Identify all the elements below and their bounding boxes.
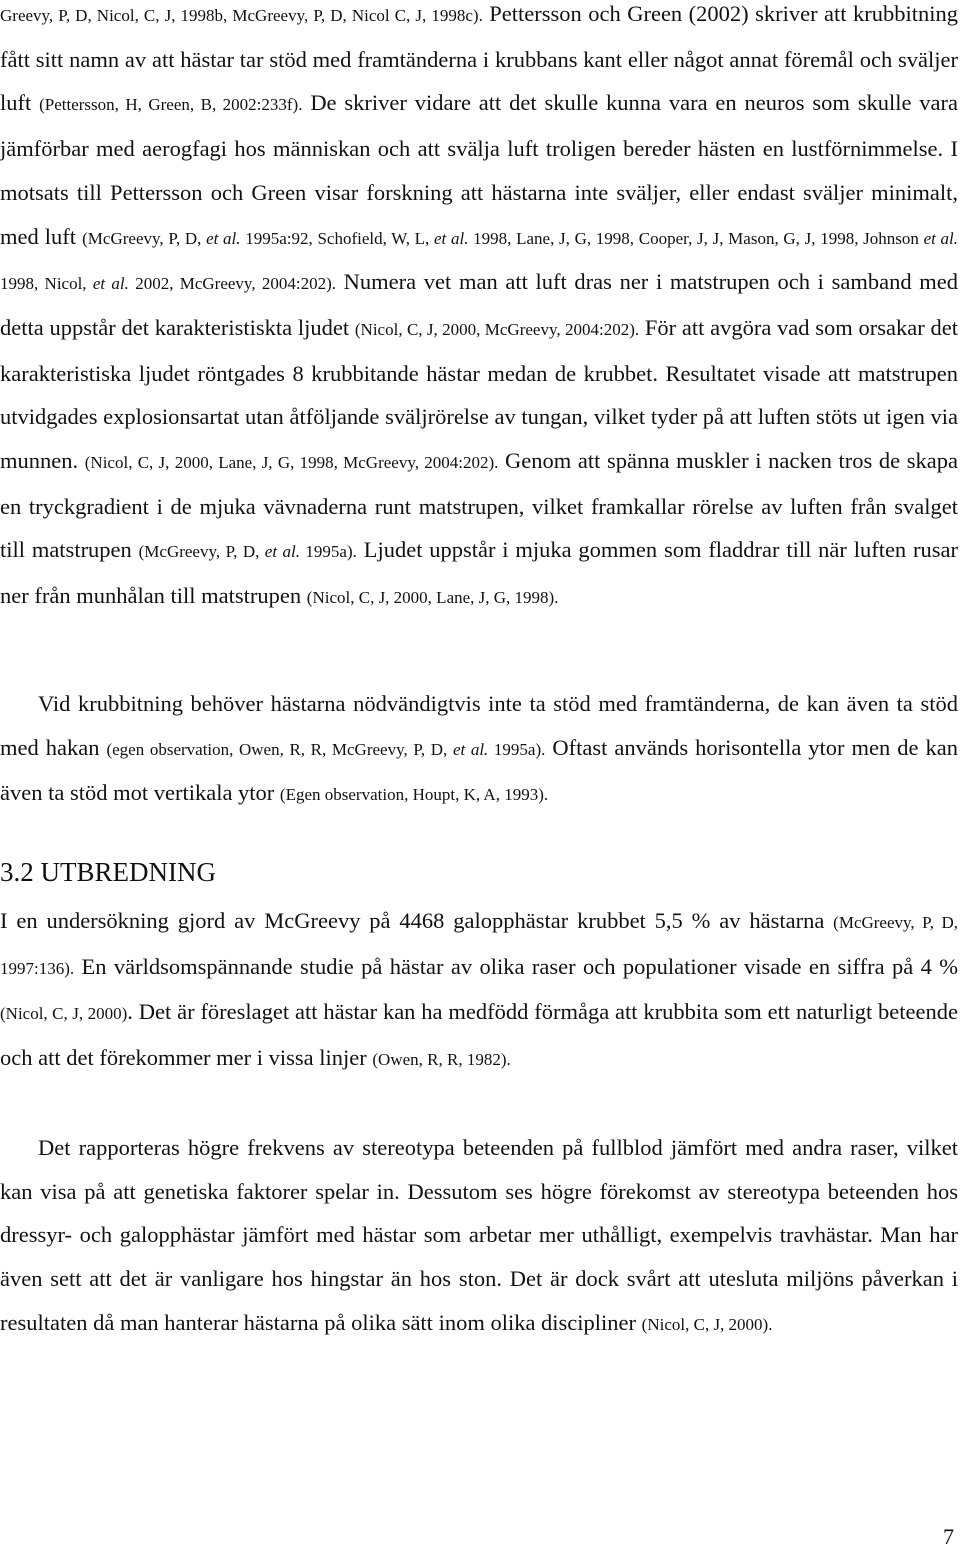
body-text: Numera vet man att luft dras ner i matstrupen och i samband med detta uppstår det karakteristiskta ljudet	[0, 269, 958, 340]
citation: (Egen observation, Houpt, K, A, 1993).	[279, 785, 549, 805]
citation-et-al: et al.	[452, 739, 489, 759]
citation: (McGreevy, P, D, 1997:136).	[0, 913, 958, 978]
citation: (McGreevy, P, D,	[138, 542, 265, 562]
paragraph-crib-biting-mechanism	[0, 0, 958, 620]
citation-et-al: et al.	[206, 228, 241, 248]
citation: (McGreevy, P, D,	[82, 228, 207, 248]
body-text: Pettersson och Green (2002) skriver att krubbitning fått sitt namn av att hästar tar stöd med framtänderna i krubbans kant eller något annat föremål och sväljer luft	[0, 1, 958, 116]
page-number: 7	[943, 1524, 954, 1549]
body-text: De skriver vidare att det skulle kunna vara en neuros som skulle vara jämförbar med aerogfagi hos människan och att svälja luft troligen bereder hästen en lustförnimmelse. I motsats till Pettersson och Green visar forskning att hästarna inte sväljer, eller endast sväljer minimalt, med luft	[0, 90, 958, 249]
body-text: Vid krubbitning behöver hästarna nödvändigtvis inte ta stöd med framtänderna, de kan även ta stöd med hakan	[0, 691, 958, 760]
citation: (Nicol, C, J, 2000).	[641, 1314, 773, 1334]
citation: (Pettersson, H, Green, B, 2002:233f).	[39, 95, 303, 115]
body-text: . Det är föreslaget att hästar kan ha medfödd förmåga att krubbita som ett naturligt beteende och att det förekommer mer i vissa linjer	[0, 999, 959, 1071]
citation-et-al: et al.	[923, 228, 959, 248]
citation: (Nicol, C, J, 2000)	[0, 1004, 128, 1024]
body-text: Oftast används horisontella ytor men de kan även ta stöd mot vertikala ytor	[0, 734, 958, 806]
citation: 1998, Lane, J, G, 1998, Cooper, J, J, Mason, G, J, 1998, Johnson	[468, 228, 924, 248]
paragraph-prevalence	[0, 899, 958, 1082]
body-text: För att avgöra vad som orsakar det karakteristiska ljudet röntgades 8 krubbitande hästar medan de krubbet. Resultatet visade att matstrupen utvidgades explosionsartat utan åtföljande sväljrörelse av tungan, vilket tyder på att luften stöts ut igen via munnen.	[0, 314, 958, 474]
body-text: Genom att spänna muskler i nacken tros de skapa en tryckgradient i de mjuka vävnaderna runt matstrupen, vilket framkallar rörelse av luften från svalget till matstrupen	[0, 448, 958, 563]
citation: 2002, McGreevy, 2004:202).	[128, 274, 336, 294]
paragraph-support-surfaces	[0, 682, 958, 817]
citation-et-al: et al.	[92, 274, 129, 294]
citation: (egen observation, Owen, R, R, McGreevy, P, D,	[106, 739, 453, 759]
body-text: Ljudet uppstår i mjuka gommen som fladdrar till när luften rusar ner från munhålan till matstrupen	[0, 537, 958, 609]
paragraph-breed-differences	[0, 1126, 958, 1347]
body-text: I en undersökning gjord av McGreevy på 4468 galopphästar krubbet 5,5 % av hästarna	[0, 908, 834, 933]
citation: Greevy, P, D, Nicol, C, J, 1998b, McGreevy, P, D, Nicol C, J, 1998c).	[0, 6, 483, 25]
body-text: En världsomspännande studie på hästar av olika raser och populationer visade en siffra på 4 %	[74, 953, 958, 979]
body-text: Det rapporteras högre frekvens av stereotypa beteenden på fullblod jämfört med andra raser, vilket kan visa på att genetiska faktorer spelar in. Dessutom ses högre förekomst av stereotypa beteenden hos dressyr- och galopphästar jämfört med hästar som arbetar mer uthålligt, exempelvis travhästar. Man har även sett att det är vanligare hos hingstar än hos ston. Det är dock svårt att utesluta miljöns påverkan i resultaten då man hanterar hästarna på olika sätt inom olika discipliner	[0, 1135, 958, 1335]
citation: 1995a).	[488, 739, 546, 759]
citation-et-al: et al.	[264, 542, 300, 562]
citation: 1995a).	[299, 542, 357, 562]
citation: 1998, Nicol,	[0, 274, 93, 294]
citation: (Nicol, C, J, 2000, Lane, J, G, 1998, McGreevy, 2004:202).	[84, 453, 499, 473]
citation: (Owen, R, R, 1982).	[372, 1050, 511, 1070]
citation-et-al: et al.	[434, 228, 469, 248]
citation: 1995a:92, Schofield, W, L,	[240, 228, 434, 248]
section-heading: 3.2 UTBREDNING	[0, 857, 216, 887]
citation: (Nicol, C, J, 2000, Lane, J, G, 1998).	[306, 588, 559, 608]
citation: (Nicol, C, J, 2000, McGreevy, 2004:202).	[354, 319, 640, 339]
